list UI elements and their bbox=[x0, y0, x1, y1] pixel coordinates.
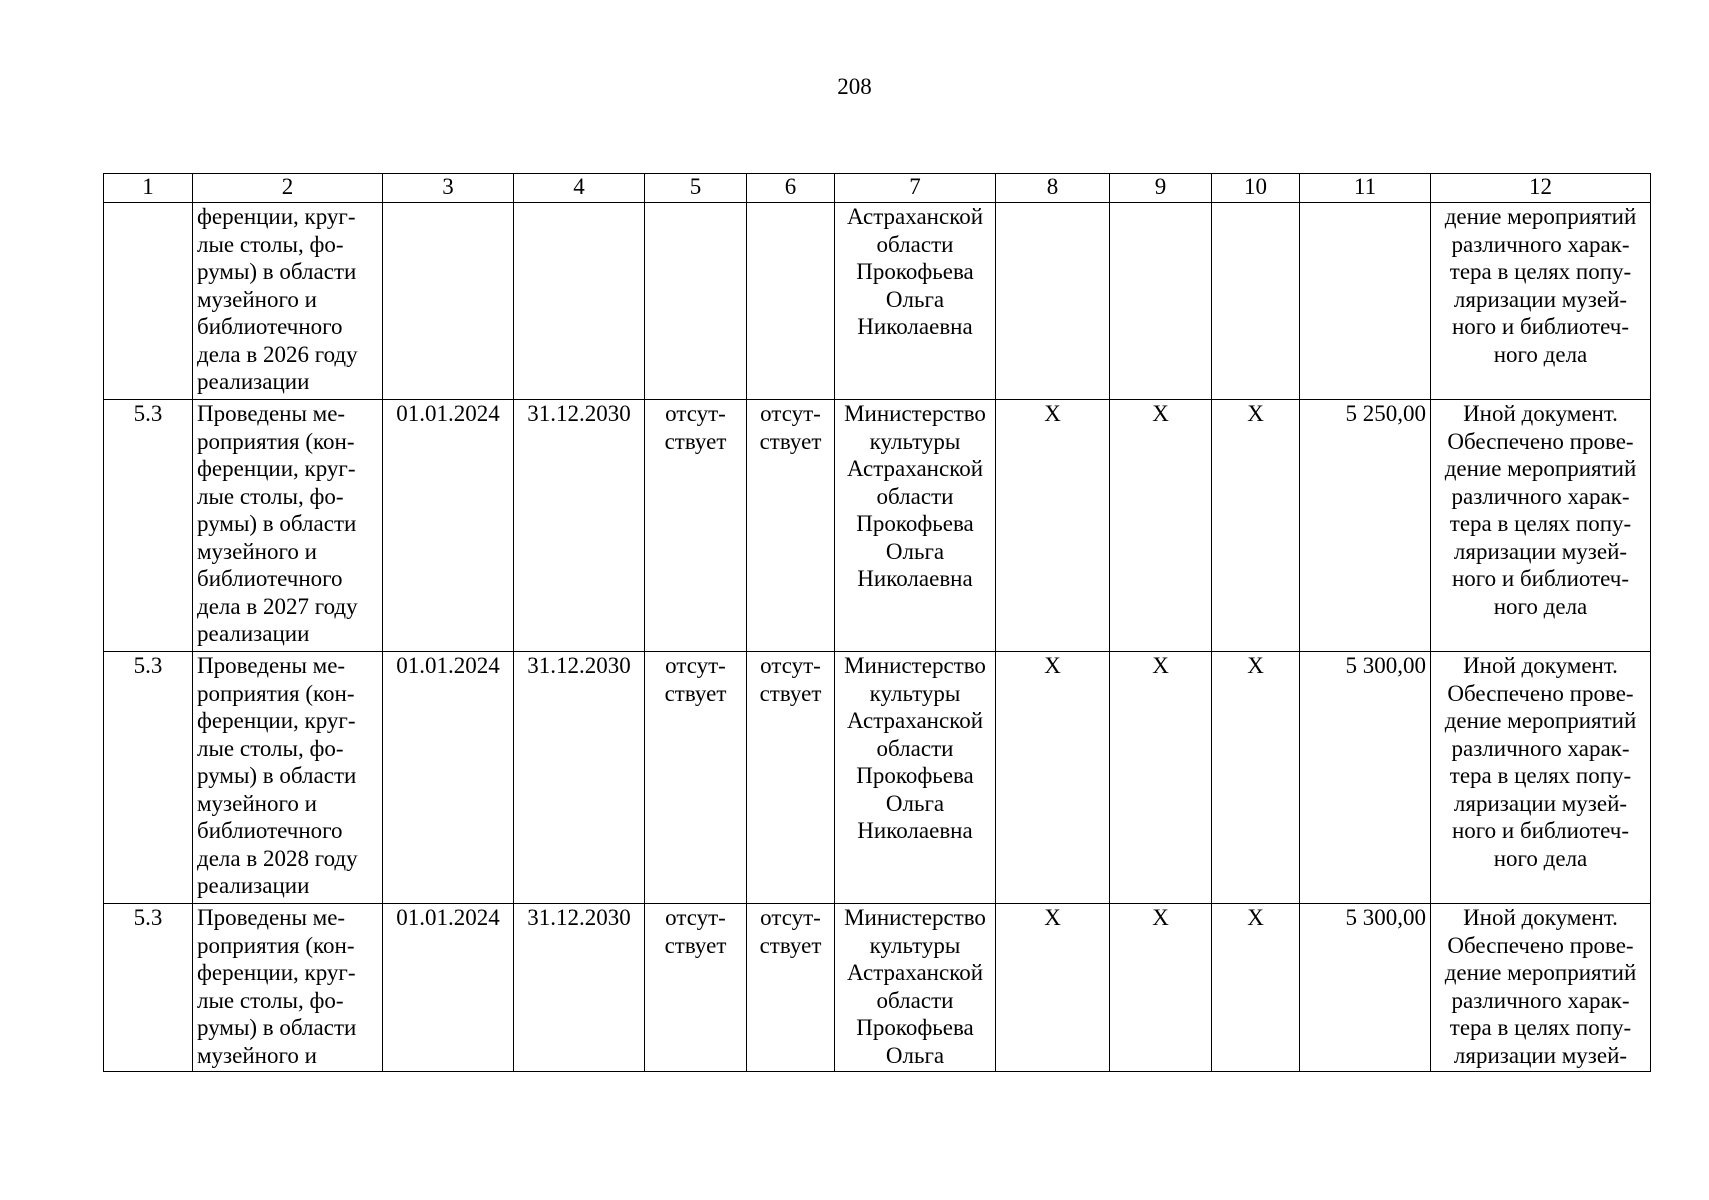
column-header: 12 bbox=[1431, 174, 1651, 203]
cell-responsible: Министерство культуры Астраханской области Прокофьева Ольга Николаевна bbox=[835, 400, 996, 652]
cell-end-date: 31.12.2030 bbox=[514, 652, 645, 904]
column-header: 5 bbox=[645, 174, 747, 203]
column-header: 6 bbox=[747, 174, 835, 203]
cell-amount: 5 250,00 bbox=[1300, 400, 1431, 652]
table-row bbox=[104, 400, 1651, 652]
cell-number bbox=[104, 203, 193, 400]
column-header: 4 bbox=[514, 174, 645, 203]
header-row bbox=[104, 174, 1651, 203]
cell-amount bbox=[1300, 203, 1431, 400]
cell-amount: 5 300,00 bbox=[1300, 904, 1431, 1072]
cell-amount: 5 300,00 bbox=[1300, 652, 1431, 904]
cell-col10: Х bbox=[1212, 400, 1300, 652]
cell-number: 5.3 bbox=[104, 904, 193, 1072]
cell-start-date bbox=[383, 203, 514, 400]
column-header: 11 bbox=[1300, 174, 1431, 203]
cell-start-date: 01.01.2024 bbox=[383, 652, 514, 904]
cell-col6: отсут- ствует bbox=[747, 652, 835, 904]
cell-col8 bbox=[996, 203, 1110, 400]
column-header: 9 bbox=[1110, 174, 1212, 203]
cell-col10: Х bbox=[1212, 652, 1300, 904]
cell-document: Иной документ. Обеспечено прове- дение мероприятий различного харак- тера в целях попу- ляризации музей- ного и библиотеч- ного дела bbox=[1431, 400, 1651, 652]
cell-col9: Х bbox=[1110, 904, 1212, 1072]
table-row bbox=[104, 904, 1651, 1072]
column-header: 1 bbox=[104, 174, 193, 203]
cell-end-date: 31.12.2030 bbox=[514, 904, 645, 1072]
column-header: 3 bbox=[383, 174, 514, 203]
cell-number: 5.3 bbox=[104, 652, 193, 904]
cell-document: Иной документ. Обеспечено прове- дение мероприятий различного харак- тера в целях попу- ляризации музей- ного и библиотеч- ного дела bbox=[1431, 652, 1651, 904]
cell-responsible: Министерство культуры Астраханской области Прокофьева Ольга Николаевна bbox=[835, 652, 996, 904]
cell-description: Проведены ме- роприятия (кон- ференции, круг- лые столы, фо- румы) в области музейного и библиотечного дела в 2027 году реализации bbox=[193, 400, 383, 652]
cell-responsible: Министерство культуры Астраханской области Прокофьева Ольга bbox=[835, 904, 996, 1072]
cell-document: Иной документ. Обеспечено прове- дение мероприятий различного харак- тера в целях попу- ляризации музей- bbox=[1431, 904, 1651, 1072]
program-table bbox=[103, 173, 1651, 1072]
cell-col5: отсут- ствует bbox=[645, 904, 747, 1072]
cell-col8: Х bbox=[996, 652, 1110, 904]
cell-description: Проведены ме- роприятия (кон- ференции, круг- лые столы, фо- румы) в области музейного и библиотечного дела в 2028 году реализации bbox=[193, 652, 383, 904]
column-header: 2 bbox=[193, 174, 383, 203]
cell-number: 5.3 bbox=[104, 400, 193, 652]
cell-col6 bbox=[747, 203, 835, 400]
cell-col9: Х bbox=[1110, 652, 1212, 904]
cell-col10 bbox=[1212, 203, 1300, 400]
cell-end-date: 31.12.2030 bbox=[514, 400, 645, 652]
cell-document: дение мероприятий различного харак- тера в целях попу- ляризации музей- ного и библиотеч- ного дела bbox=[1431, 203, 1651, 400]
column-header: 7 bbox=[835, 174, 996, 203]
cell-col10: Х bbox=[1212, 904, 1300, 1072]
cell-start-date: 01.01.2024 bbox=[383, 904, 514, 1072]
cell-responsible: Астраханской области Прокофьева Ольга Николаевна bbox=[835, 203, 996, 400]
cell-start-date: 01.01.2024 bbox=[383, 400, 514, 652]
cell-col5: отсут- ствует bbox=[645, 652, 747, 904]
cell-col5: отсут- ствует bbox=[645, 400, 747, 652]
page-number: 208 bbox=[837, 74, 872, 99]
cell-col5 bbox=[645, 203, 747, 400]
cell-col9: Х bbox=[1110, 400, 1212, 652]
column-header: 10 bbox=[1212, 174, 1300, 203]
column-header: 8 bbox=[996, 174, 1110, 203]
cell-col6: отсут- ствует bbox=[747, 904, 835, 1072]
cell-col6: отсут- ствует bbox=[747, 400, 835, 652]
cell-end-date bbox=[514, 203, 645, 400]
cell-col8: Х bbox=[996, 400, 1110, 652]
table-row bbox=[104, 652, 1651, 904]
cell-col9 bbox=[1110, 203, 1212, 400]
cell-col8: Х bbox=[996, 904, 1110, 1072]
cell-description: ференции, круг- лые столы, фо- румы) в области музейного и библиотечного дела в 2026 году реализации bbox=[193, 203, 383, 400]
cell-description: Проведены ме- роприятия (кон- ференции, круг- лые столы, фо- румы) в области музейного и bbox=[193, 904, 383, 1072]
table-row bbox=[104, 203, 1651, 400]
